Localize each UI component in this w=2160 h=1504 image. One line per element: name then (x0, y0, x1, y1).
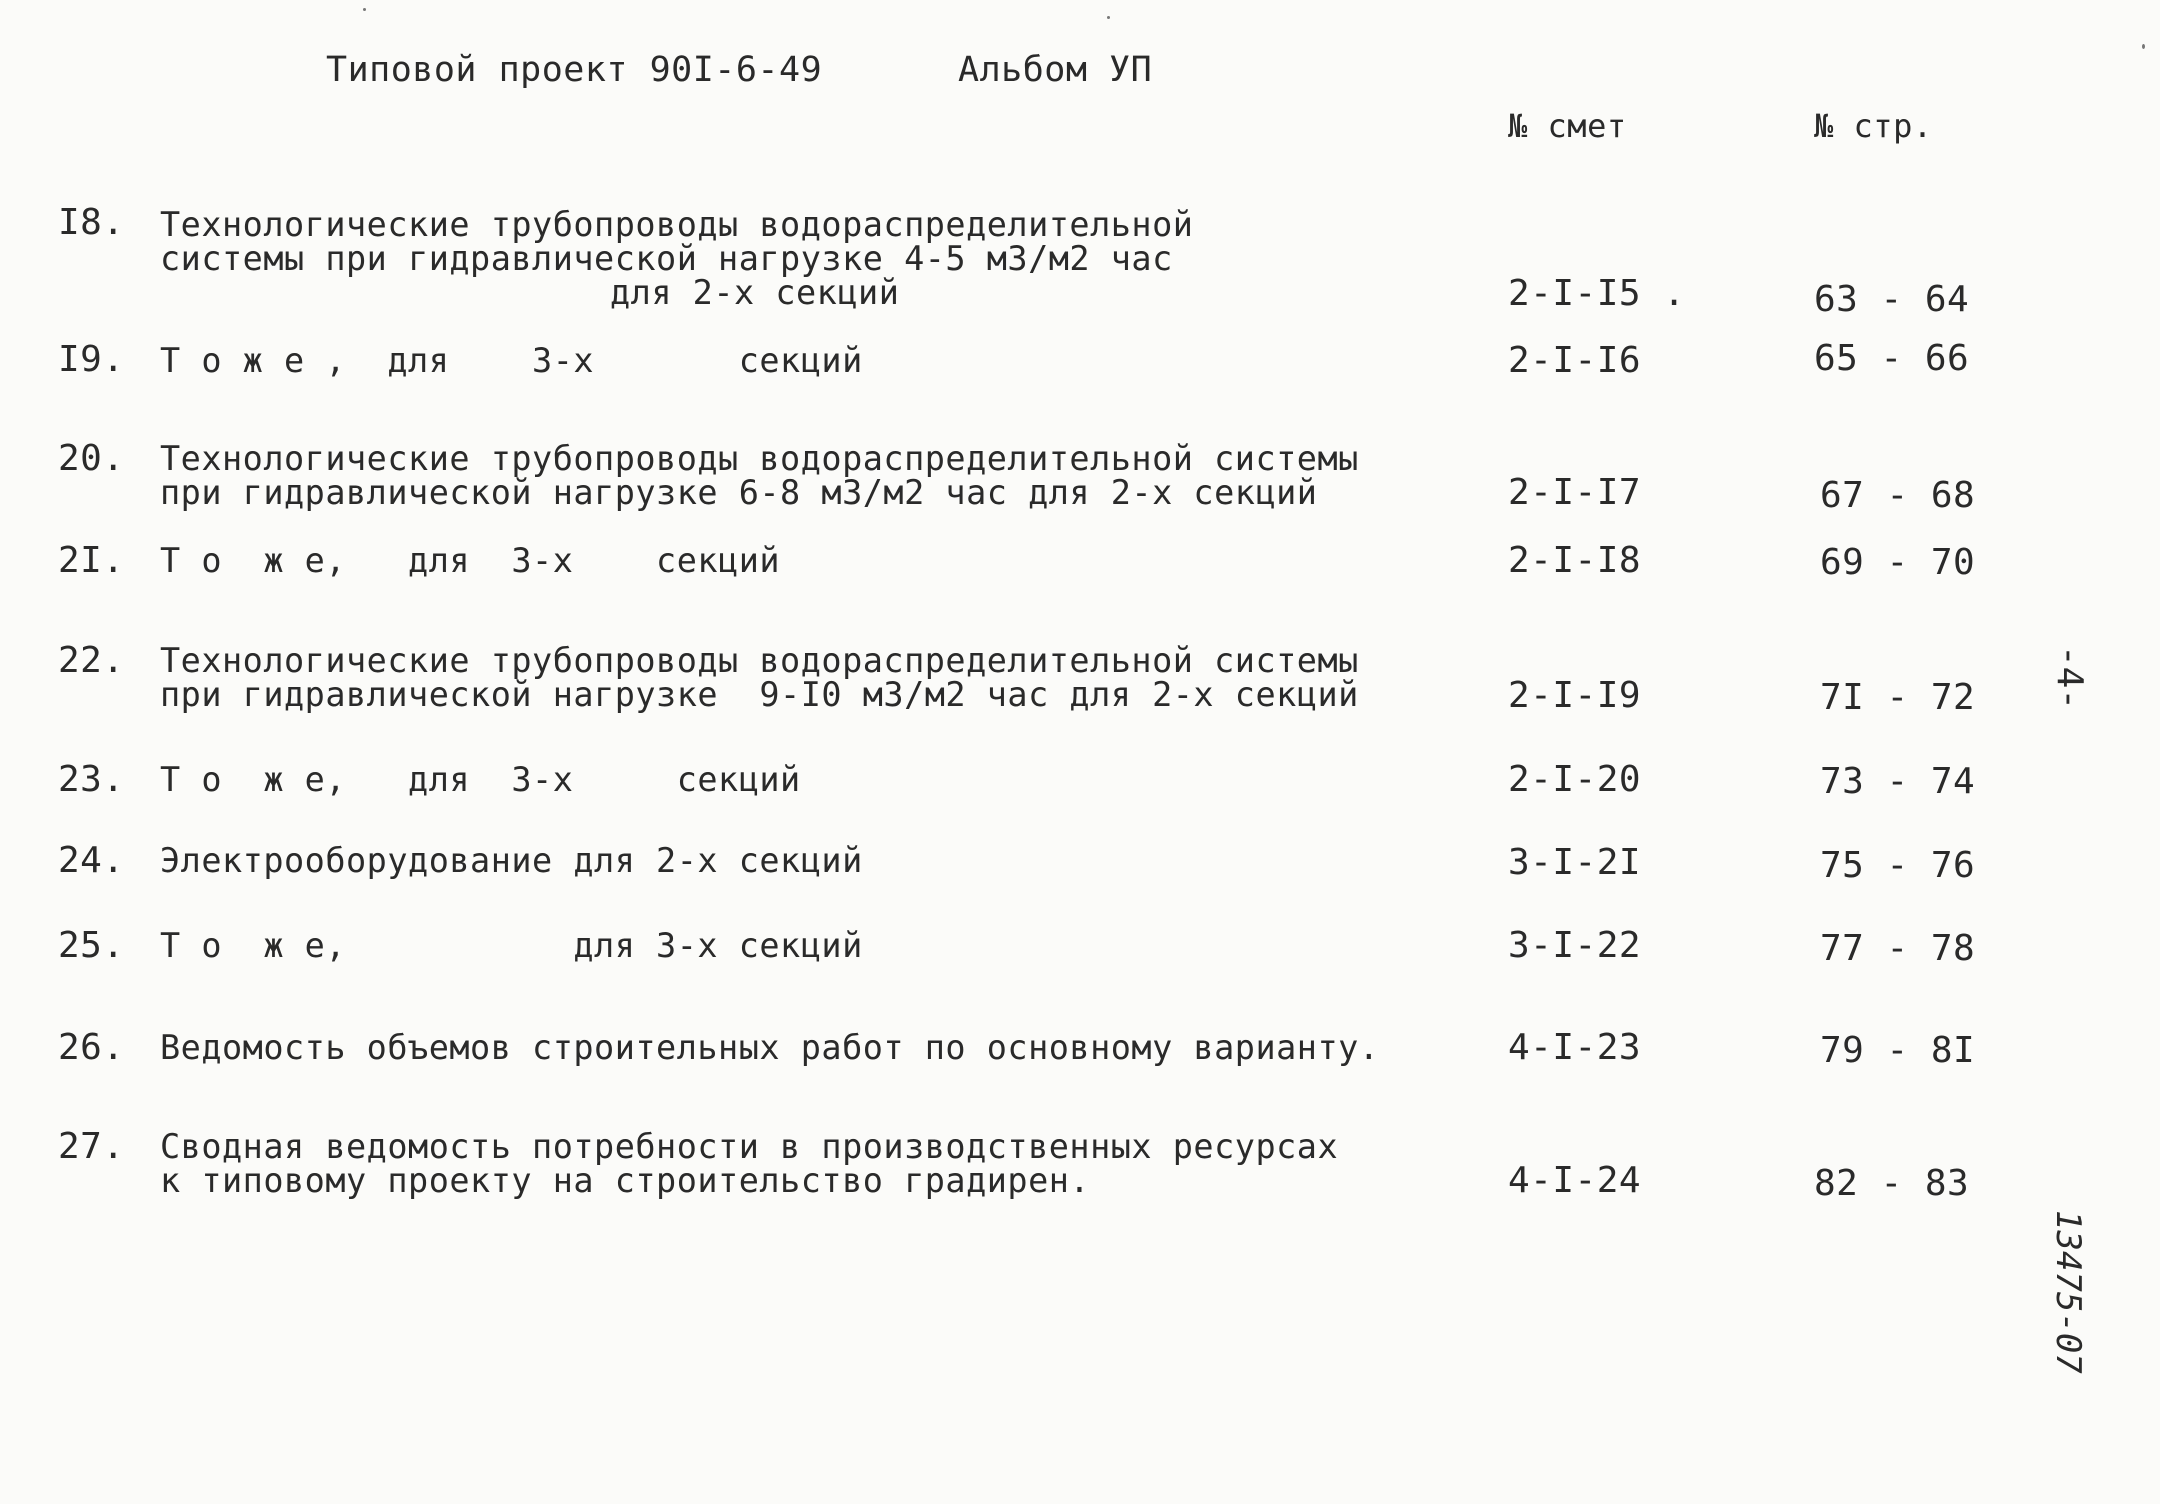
item-number: 20. (58, 438, 125, 479)
estimate-number: 2-I-I5 . (1508, 273, 1686, 314)
estimate-number: 2-I-I9 (1508, 675, 1642, 716)
estimate-number: 3-I-2I (1508, 842, 1642, 883)
item-text-line: Т о ж е, для 3-х секций (160, 926, 863, 965)
page-range: 63 - 64 (1814, 279, 1970, 320)
item-number: 26. (58, 1027, 125, 1068)
page-range: 69 - 70 (1820, 542, 1976, 583)
column-header-estimates: № смет (1508, 107, 1627, 145)
item-number: 27. (58, 1126, 125, 1167)
item-number: 2I. (58, 540, 125, 581)
item-text-line: Электрооборудование для 2-х секций (160, 841, 863, 880)
item-text-line: Технологические трубопроводы водораспределительной системы (160, 641, 1359, 680)
page-range: 7I - 72 (1820, 677, 1976, 718)
scan-speck (363, 8, 366, 11)
item-number: 23. (58, 759, 125, 800)
item-text-line: Ведомость объемов строительных работ по основному варианту. (160, 1028, 1380, 1067)
item-number: 24. (58, 840, 125, 881)
item-text-line: Т о ж е, для 3-х секций (160, 541, 781, 580)
column-header-pages: № стр. (1814, 107, 1933, 145)
page-range: 77 - 78 (1820, 928, 1976, 969)
page-range: 75 - 76 (1820, 845, 1976, 886)
scan-speck (1107, 16, 1110, 19)
estimate-number: 2-I-20 (1508, 759, 1642, 800)
estimate-number: 2-I-I6 (1508, 340, 1642, 381)
page-number: -4- (2049, 645, 2090, 711)
estimate-number: 4-I-23 (1508, 1027, 1642, 1068)
item-text-line: при гидравлической нагрузке 9-I0 м3/м2 час для 2-х секций (160, 675, 1359, 714)
archive-number: 13475-07 (2048, 1210, 2088, 1374)
item-text-line: Технологические трубопроводы водораспределительной системы (160, 439, 1359, 478)
project-label: Типовой проект 90I-6-49 (326, 50, 823, 90)
item-text-line: Сводная ведомость потребности в производственных ресурсах (160, 1127, 1339, 1166)
page-range: 73 - 74 (1820, 761, 1976, 802)
item-number: I8. (58, 202, 125, 243)
item-text-line: для 2-х секций (610, 273, 900, 312)
item-text-line: Технологические трубопроводы водораспределительной (160, 205, 1194, 244)
item-text-line: системы при гидравлической нагрузке 4-5 м3/м2 час (160, 239, 1173, 278)
item-number: I9. (58, 339, 125, 380)
estimate-number: 4-I-24 (1508, 1160, 1642, 1201)
scan-speck (2142, 44, 2145, 49)
item-text-line: Т о ж е , для 3-х секций (160, 341, 863, 380)
item-text-line: к типовому проекту на строительство градирен. (160, 1161, 1091, 1200)
item-text-line: Т о ж е, для 3-х секций (160, 760, 801, 799)
item-text-line: при гидравлической нагрузке 6-8 м3/м2 час для 2-х секций (160, 473, 1318, 512)
album-label: Альбом УП (958, 50, 1153, 90)
page-range: 65 - 66 (1814, 338, 1970, 379)
estimate-number: 3-I-22 (1508, 925, 1642, 966)
page-range: 82 - 83 (1814, 1163, 1970, 1204)
page-range: 79 - 8I (1820, 1030, 1976, 1071)
item-number: 22. (58, 640, 125, 681)
estimate-number: 2-I-I7 (1508, 472, 1642, 513)
estimate-number: 2-I-I8 (1508, 540, 1642, 581)
item-number: 25. (58, 925, 125, 966)
page-range: 67 - 68 (1820, 475, 1976, 516)
